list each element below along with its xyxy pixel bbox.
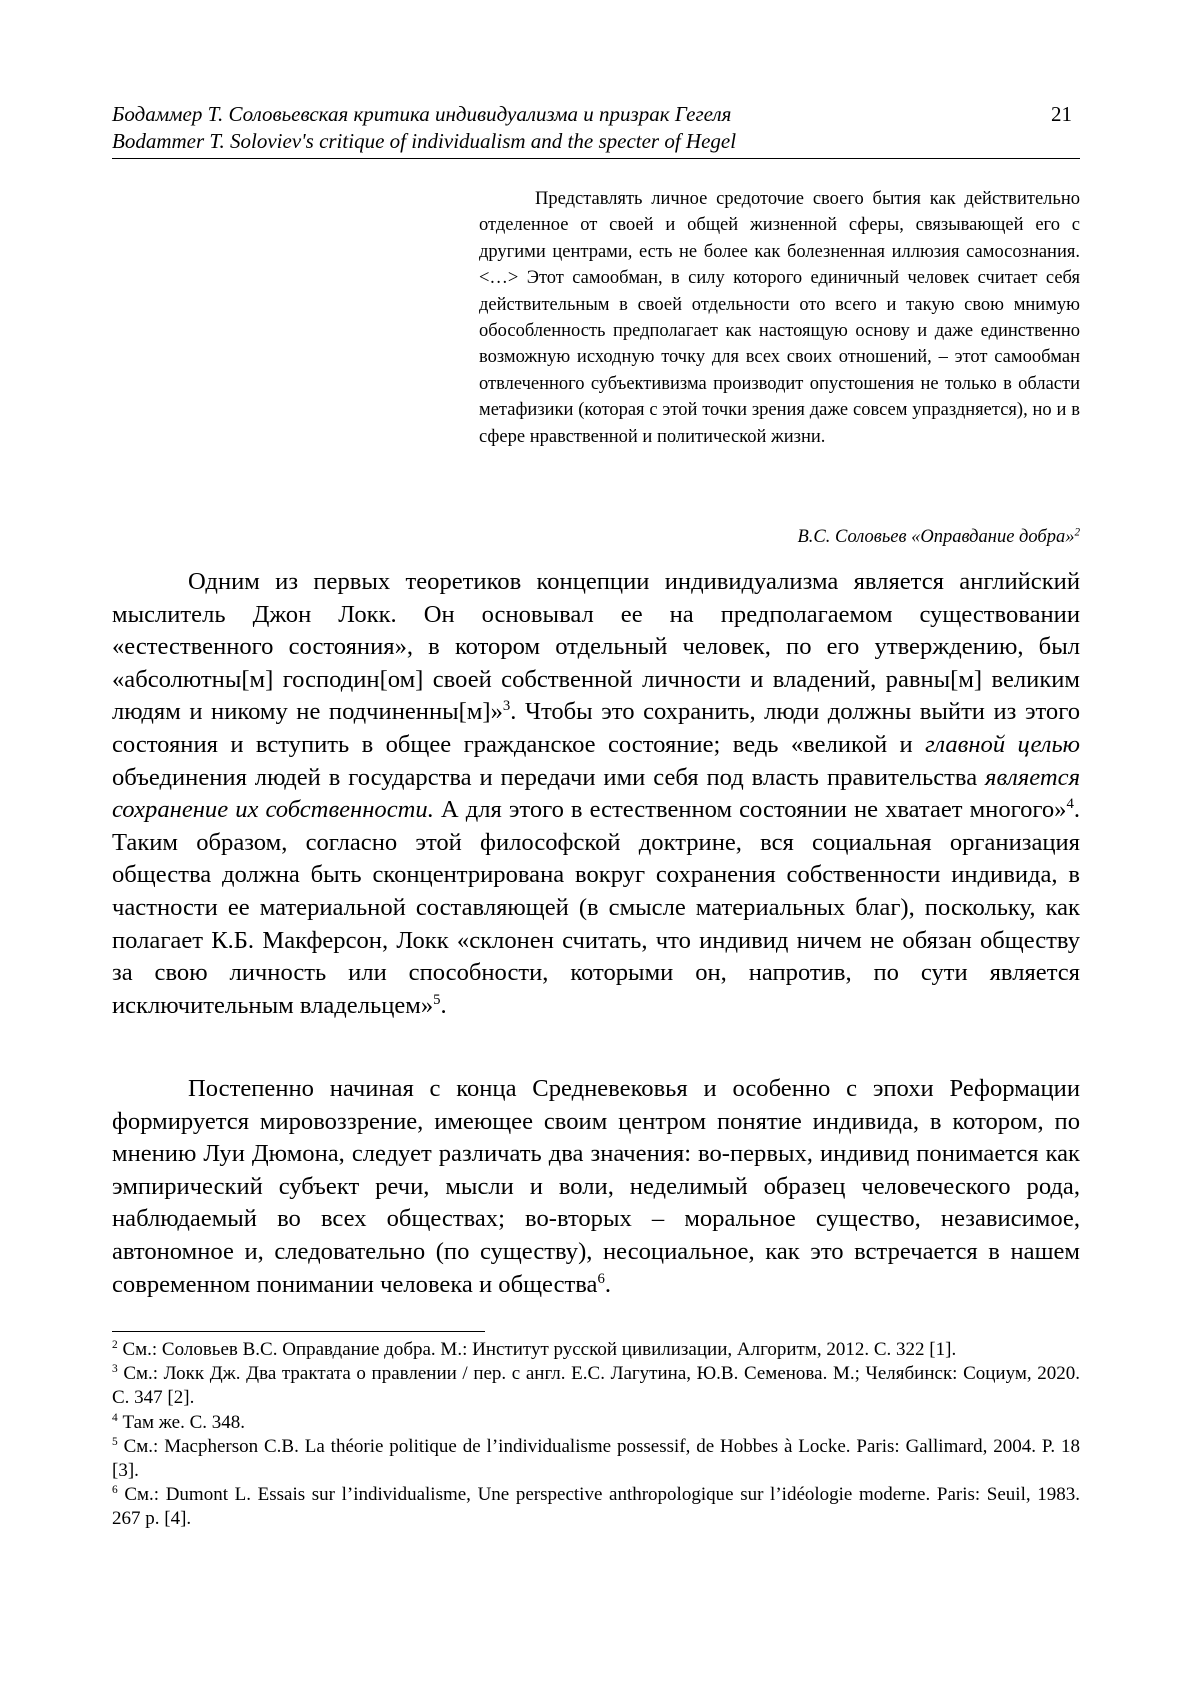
footnote-text: См.: Dumont L. Essais sur l’individualisme, Une perspective anthropologique sur l’idéologie moderne. Paris: Seuil, 1983. 267 p. [4]. — [112, 1484, 1080, 1530]
p1-emphasis-2: является сохранение их собственности. — [112, 763, 1080, 824]
header-title-ru: Бодаммер Т. Соловьевская критика индивидуализма и призрак Гегеля — [112, 102, 732, 126]
footnote-text: См.: Соловьев В.С. Оправдание добра. М.: Институт русской цивилизации, Алгоритм, 2012. С. 322 [1]. — [117, 1339, 957, 1360]
p1-text-c: объединения людей в государства и передачи ими себя под власть правительства — [112, 763, 986, 791]
footnote-ref-6: 6 — [597, 1270, 605, 1287]
footnote-number: 5 — [112, 1435, 118, 1448]
footnote-ref-3: 3 — [502, 698, 511, 715]
footnote — [112, 1411, 1080, 1435]
footnote-ref-5: 5 — [433, 991, 441, 1008]
p1-text-a: Одним из первых теоретиков концепции индивидуализма является английский мыслитель Джон Локк. Он основывал ее на предполагаемом существовании «естественного состояния», в котором отдельный человек, по его утверждению, был «абсолютны[м] господин[ом] своей собственной личности и владений, равны[м] великим людям и никому не подчиненны[м]» — [112, 568, 1080, 726]
footnotes — [112, 1338, 1080, 1532]
p1-emphasis-1: главной целью — [925, 730, 1081, 758]
epigraph-text: Представлять личное средоточие своего бытия как действительно отделенное от своей и общей жизненной сферы, связывающей его с другими центрами, есть не более как болезненная иллюзия самосознания. <…> Этот самообман, в силу которого единичный человек считает себя действительным в своей отдельности ото всего и такую свою мнимую обособленность предполагает как настоящую основу и даже единственно возможную исходную точку для всех своих отношений, – этот самообман отвлеченного субъективизма производит опустошения не только в области метафизики (которая с этой точки зрения даже совсем упраздняется), но и в сфере нравственной и политической жизни. — [479, 189, 1080, 447]
footnote-text: См.: Macpherson C.B. La théorie politique de l’individualisme possessif, de Hobbes à Locke. Paris: Gallimard, 2004. P. 18 [3]. — [112, 1435, 1080, 1482]
footnote — [112, 1435, 1080, 1483]
header-rule — [112, 158, 1080, 159]
p1-text-f: . — [440, 991, 447, 1019]
running-header — [112, 101, 1080, 155]
footnote-number: 4 — [112, 1411, 118, 1424]
footnote — [112, 1362, 1080, 1410]
p1-text-b: . Чтобы это сохранить, люди должны выйти из этого состояния и вступить в общее гражданское состояние; ведь «великой и — [112, 698, 1080, 758]
footnote-ref-2: 2 — [1074, 526, 1080, 539]
p2-text-a: Постепенно начиная с конца Средневековья и особенно с эпохи Реформации формируется мировоззрение, имеющее своим центром понятие индивида, в котором, по мнению Луи Дюмона, следует различать два значения: во-первых, индивид понимается как эмпирический субъект речи, мысли и воли, неделимый образец человеческого рода, наблюдаемый во всех обществах; во-вторых – моральное существо, независимое, автономное и, следовательно (по существу), несоциальное, как это встречается в нашем современном понимании человека и общества — [112, 1075, 1080, 1298]
epigraph-source — [479, 524, 1080, 550]
p1-text-d: А для этого в естественном состоянии не хватает многого» — [433, 796, 1067, 824]
footnote-text: Там же. С. 348. — [117, 1411, 246, 1433]
footnote-number: 6 — [112, 1484, 118, 1497]
footnote-separator — [112, 1331, 485, 1332]
epigraph-source-text: В.С. Соловьев «Оправдание добра» — [797, 527, 1075, 547]
p1-text-e: . Таким образом, согласно этой философской доктрине, вся социальная организация общества должна быть сконцентрирована вокруг сохранения собственности индивида, в частности ее материальной составляющей (в смысле материальных благ), поскольку, как полагает К.Б. Макферсон, Локк «склонен считать, что индивид ничем не обязан обществу за свою личность или способности, которыми он, напротив, по сути является исключительным владельцем» — [112, 796, 1080, 1019]
body-paragraph-2 — [112, 1073, 1080, 1301]
footnote-number: 3 — [112, 1363, 118, 1376]
footnote — [112, 1483, 1080, 1531]
footnote-text: См.: Локк Дж. Два трактата о правлении / пер. с англ. Е.С. Лагутина, Ю.В. Семенова. М.; Челябинск: Социум, 2020. С. 347 [2]. — [112, 1363, 1080, 1409]
footnote — [112, 1338, 1080, 1362]
footnote-ref-4: 4 — [1066, 796, 1074, 813]
body-paragraph-1 — [112, 566, 1080, 1022]
p2-text-b: . — [604, 1270, 611, 1298]
footnote-number: 2 — [112, 1339, 118, 1352]
page-number: 21 — [1051, 102, 1072, 126]
header-title-en: Bodammer T. Soloviev's critique of individualism and the specter of Hegel — [112, 129, 737, 153]
